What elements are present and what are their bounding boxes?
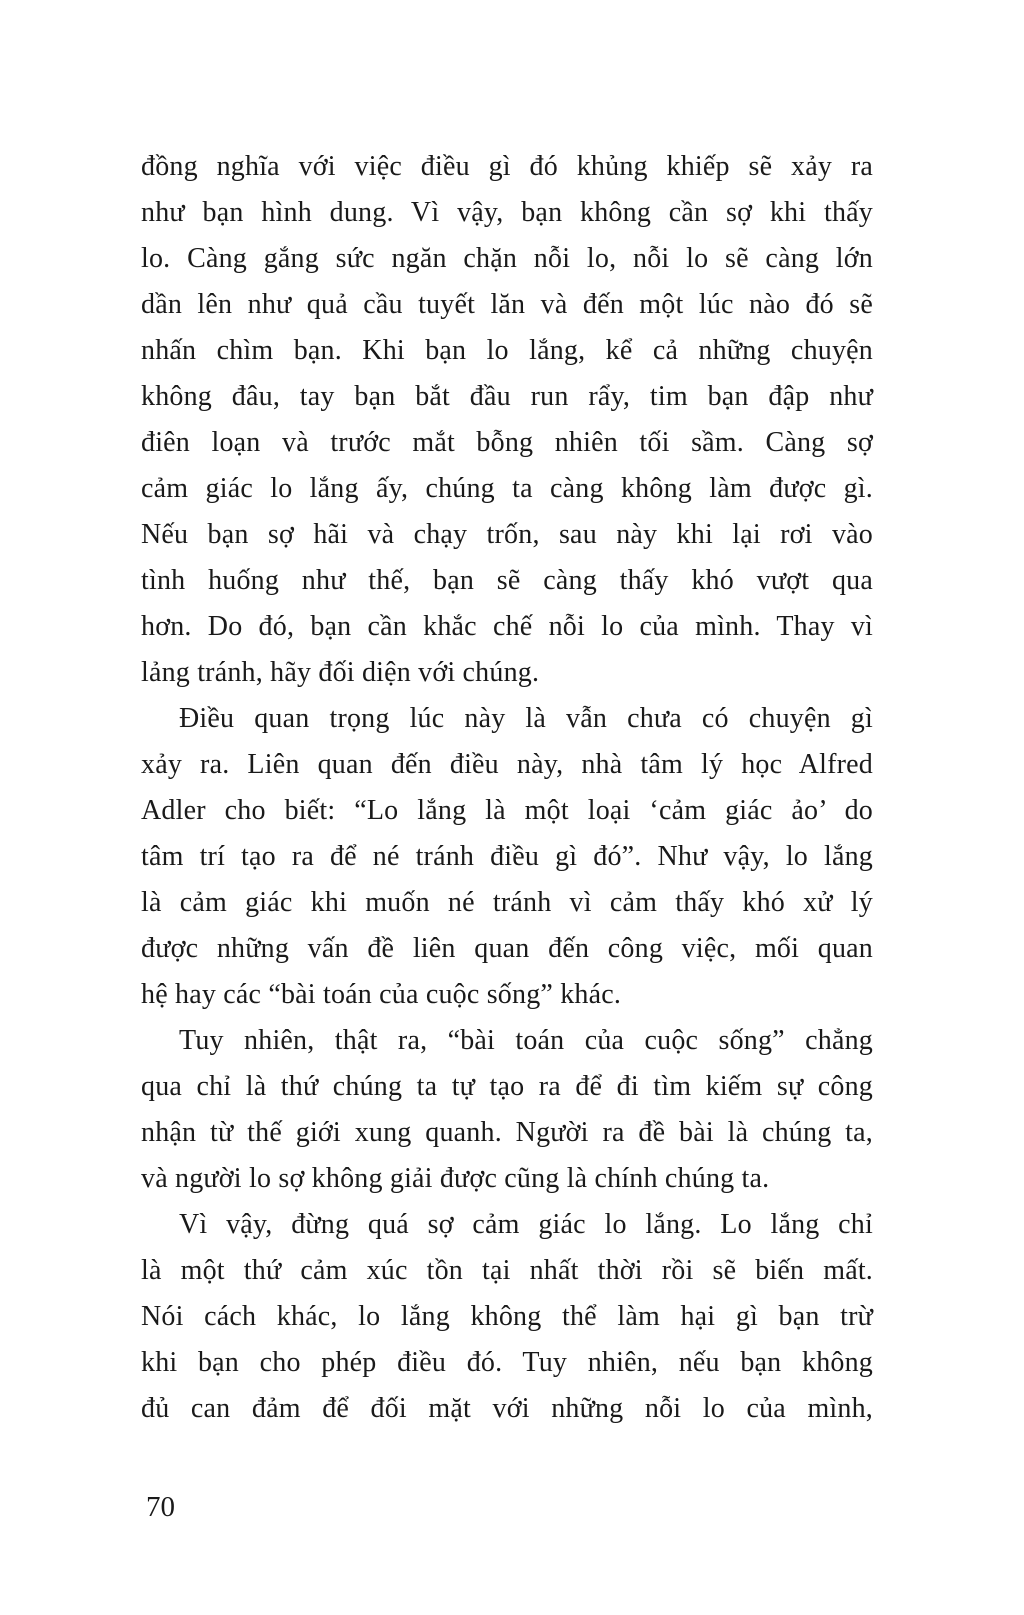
paragraph (141, 144, 873, 696)
text-line: nhận từ thế giới xung quanh. Người ra đề bài là chúng ta, (141, 1117, 873, 1148)
text-line: đồng nghĩa với việc điều gì đó khủng khiếp sẽ xảy ra (141, 151, 873, 182)
text-line: khi bạn cho phép điều đó. Tuy nhiên, nếu bạn không (141, 1347, 873, 1378)
text-line: hệ hay các “bài toán của cuộc sống” khác. (141, 979, 622, 1010)
text-line: lảng tránh, hãy đối diện với chúng. (141, 657, 540, 688)
text-line: qua chỉ là thứ chúng ta tự tạo ra để đi tìm kiếm sự công (141, 1071, 873, 1102)
text-line: là cảm giác khi muốn né tránh vì cảm thấy khó xử lý (141, 887, 873, 918)
text-line: như bạn hình dung. Vì vậy, bạn không cần sợ khi thấy (141, 197, 873, 228)
text-line: lo. Càng gắng sức ngăn chặn nỗi lo, nỗi lo sẽ càng lớn (141, 243, 873, 274)
text-line: và người lo sợ không giải được cũng là chính chúng ta. (141, 1163, 770, 1194)
text-line: điên loạn và trước mắt bỗng nhiên tối sầm. Càng sợ (141, 427, 873, 458)
text-line: không đâu, tay bạn bắt đầu run rẩy, tim bạn đập như (141, 381, 873, 412)
page-text (141, 144, 873, 1432)
paragraph (141, 1018, 873, 1202)
text-line: Tuy nhiên, thật ra, “bài toán của cuộc sống” chẳng (179, 1025, 873, 1056)
paragraph (141, 696, 873, 1018)
text-line: Adler cho biết: “Lo lắng là một loại ‘cảm giác ảo’ do (141, 795, 873, 826)
page-number: 70 (146, 1491, 175, 1523)
paragraph (141, 1202, 873, 1432)
text-line: nhấn chìm bạn. Khi bạn lo lắng, kể cả những chuyện (141, 335, 873, 366)
text-line: Điều quan trọng lúc này là vẫn chưa có chuyện gì (179, 703, 873, 734)
text-line: Vì vậy, đừng quá sợ cảm giác lo lắng. Lo lắng chỉ (179, 1209, 873, 1240)
text-line: xảy ra. Liên quan đến điều này, nhà tâm lý học Alfred (141, 749, 873, 780)
text-line: dần lên như quả cầu tuyết lăn và đến một lúc nào đó sẽ (141, 289, 873, 320)
text-line: được những vấn đề liên quan đến công việc, mối quan (141, 933, 873, 964)
text-line: cảm giác lo lắng ấy, chúng ta càng không làm được gì. (141, 473, 873, 504)
text-line: hơn. Do đó, bạn cần khắc chế nỗi lo của mình. Thay vì (141, 611, 873, 642)
text-line: tình huống như thế, bạn sẽ càng thấy khó vượt qua (141, 565, 873, 596)
text-line: Nói cách khác, lo lắng không thể làm hại gì bạn trừ (141, 1301, 873, 1332)
text-line: là một thứ cảm xúc tồn tại nhất thời rồi sẽ biến mất. (141, 1255, 873, 1286)
text-line: đủ can đảm để đối mặt với những nỗi lo của mình, (141, 1393, 873, 1424)
text-line: tâm trí tạo ra để né tránh điều gì đó”. Như vậy, lo lắng (141, 841, 873, 872)
text-line: Nếu bạn sợ hãi và chạy trốn, sau này khi lại rơi vào (141, 519, 873, 550)
